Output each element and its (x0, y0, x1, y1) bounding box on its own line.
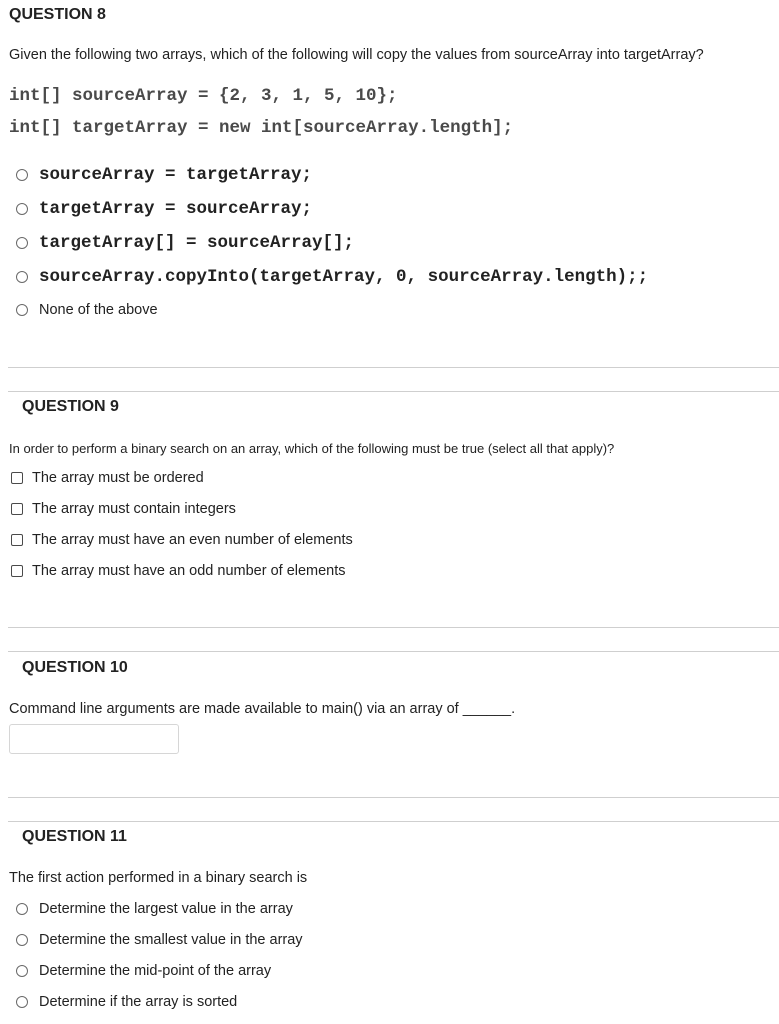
divider (8, 367, 779, 368)
q8-option-2-label: targetArray = sourceArray; (39, 199, 313, 219)
answer-input[interactable] (9, 724, 179, 754)
radio-button[interactable] (16, 965, 28, 977)
question-8-title: QUESTION 8 (9, 6, 106, 23)
radio-button[interactable] (16, 996, 28, 1008)
question-11-title: QUESTION 11 (22, 828, 127, 845)
question-10-title: QUESTION 10 (22, 659, 128, 676)
divider (8, 797, 779, 798)
q9-option-1[interactable] (11, 470, 204, 486)
code-line-target-array: int[] targetArray = new int[sourceArray.length]; (9, 118, 514, 138)
q9-option-1-label: The array must be ordered (32, 470, 204, 486)
q9-option-3[interactable] (11, 532, 353, 548)
radio-button[interactable] (16, 304, 28, 316)
q11-option-1-label: Determine the largest value in the array (39, 901, 293, 917)
divider (8, 651, 779, 652)
question-9-title: QUESTION 9 (22, 398, 119, 415)
q11-option-4-label: Determine if the array is sorted (39, 994, 238, 1010)
q9-option-4[interactable] (11, 563, 346, 579)
question-8-prompt: Given the following two arrays, which of the following will copy the values from sourceArray into targetArray? (9, 47, 704, 63)
question-11-prompt: The first action performed in a binary search is (9, 870, 308, 886)
q8-option-1[interactable] (16, 165, 312, 185)
q11-option-2[interactable] (16, 932, 303, 948)
checkbox[interactable] (11, 503, 23, 515)
radio-button[interactable] (16, 203, 28, 215)
q8-option-1-label: sourceArray = targetArray; (39, 165, 313, 185)
divider (8, 391, 779, 392)
q11-option-3-label: Determine the mid-point of the array (39, 963, 272, 979)
checkbox[interactable] (11, 565, 23, 577)
q8-option-3-label: targetArray[] = sourceArray[]; (39, 233, 355, 253)
question-9-prompt: In order to perform a binary search on an array, which of the following must be true (select all that apply)? (9, 441, 615, 456)
q8-option-4[interactable] (16, 267, 648, 287)
radio-button[interactable] (16, 169, 28, 181)
q11-option-3[interactable] (16, 963, 271, 979)
radio-button[interactable] (16, 271, 28, 283)
q9-option-4-label: The array must have an odd number of elements (32, 563, 346, 579)
q9-option-3-label: The array must have an even number of elements (32, 532, 353, 548)
radio-button[interactable] (16, 934, 28, 946)
q8-option-4-label: sourceArray.copyInto(targetArray, 0, sourceArray.length);; (39, 267, 649, 287)
q11-option-4[interactable] (16, 994, 237, 1010)
q8-option-2[interactable] (16, 199, 312, 219)
divider (8, 821, 779, 822)
radio-button[interactable] (16, 903, 28, 915)
q8-option-3[interactable] (16, 233, 354, 253)
checkbox[interactable] (11, 472, 23, 484)
q11-option-2-label: Determine the smallest value in the array (39, 932, 303, 948)
question-10-prompt: Command line arguments are made available to main() via an array of ______. (9, 701, 516, 717)
q8-option-5-label: None of the above (39, 302, 158, 318)
q8-option-5[interactable] (16, 302, 158, 318)
radio-button[interactable] (16, 237, 28, 249)
code-line-source-array: int[] sourceArray = {2, 3, 1, 5, 10}; (9, 86, 398, 106)
checkbox[interactable] (11, 534, 23, 546)
q9-option-2-label: The array must contain integers (32, 501, 236, 517)
divider (8, 627, 779, 628)
q11-option-1[interactable] (16, 901, 293, 917)
q9-option-2[interactable] (11, 501, 236, 517)
